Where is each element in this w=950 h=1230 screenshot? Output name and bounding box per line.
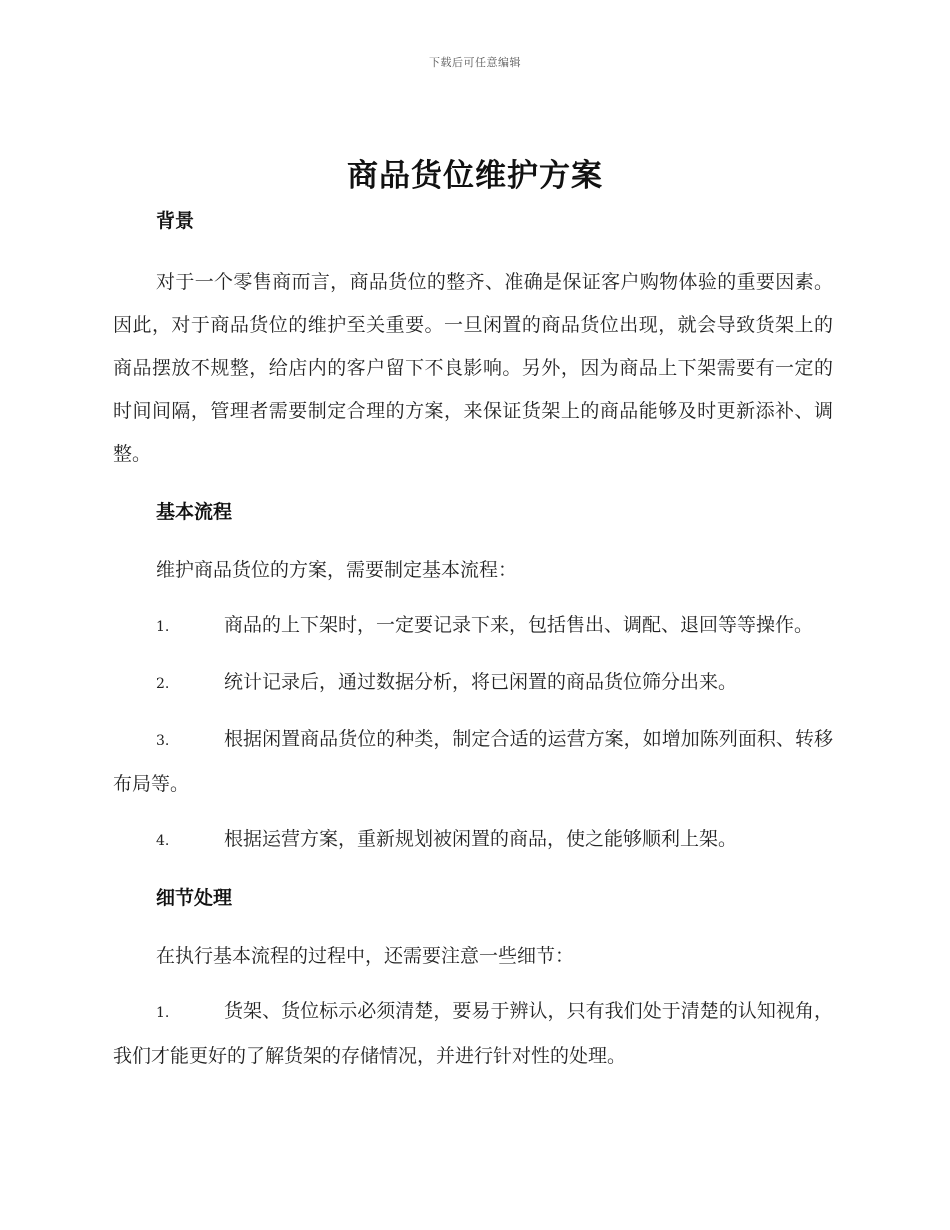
- background-paragraph: 对于一个零售商而言，商品货位的整齐、准确是保证客户购物体验的重要因素。因此，对于商品货位的维护至关重要。一旦闲置的商品货位出现，就会导致货架上的商品摆放不规整，给店内的客户留下不良影响。另外，因为商品上下架需要有一定的时间间隔，管理者需要制定合理的方案，来保证货架上的商品能够及时更新添补、调整。: [113, 271, 833, 465]
- document-body: [113, 200, 833, 1078]
- list-item-text: 货架、货位标示必须清楚，要易于辨认，只有我们处于清楚的认知视角，我们才能更好的了解货架的存储情况，并进行针对性的处理。: [113, 1000, 833, 1067]
- section-heading-basic-process: 基本流程: [156, 501, 233, 523]
- list-item-text: 统计记录后，通过数据分析，将已闲置的商品货位筛分出来。: [224, 671, 738, 693]
- detail-handling-intro: 在执行基本流程的过程中，还需要注意一些细节：: [156, 945, 575, 967]
- list-item-number: 1.: [156, 1005, 170, 1021]
- list-item-number: 4.: [156, 833, 170, 849]
- list-item: [113, 604, 833, 649]
- list-item-number: 3.: [156, 733, 170, 749]
- list-item: [113, 718, 833, 806]
- section-heading-background: 背景: [156, 210, 195, 232]
- list-item: [113, 818, 833, 863]
- list-item: [113, 661, 833, 706]
- list-item-number: 1.: [156, 619, 170, 635]
- section-heading-detail-handling: 细节处理: [156, 887, 233, 909]
- basic-process-intro: 维护商品货位的方案，需要制定基本流程：: [156, 559, 518, 581]
- list-item-text: 根据运营方案，重新规划被闲置的商品，使之能够顺利上架。: [224, 828, 738, 850]
- header-note: 下载后可任意编辑: [429, 56, 521, 69]
- list-item-text: 根据闲置商品货位的种类，制定合适的运营方案，如增加陈列面积、转移布局等。: [113, 728, 833, 795]
- list-item-number: 2.: [156, 676, 170, 692]
- document-title: 商品货位维护方案: [347, 158, 603, 194]
- list-item-text: 商品的上下架时，一定要记录下来，包括售出、调配、退回等等操作。: [224, 614, 814, 636]
- list-item: [113, 990, 833, 1078]
